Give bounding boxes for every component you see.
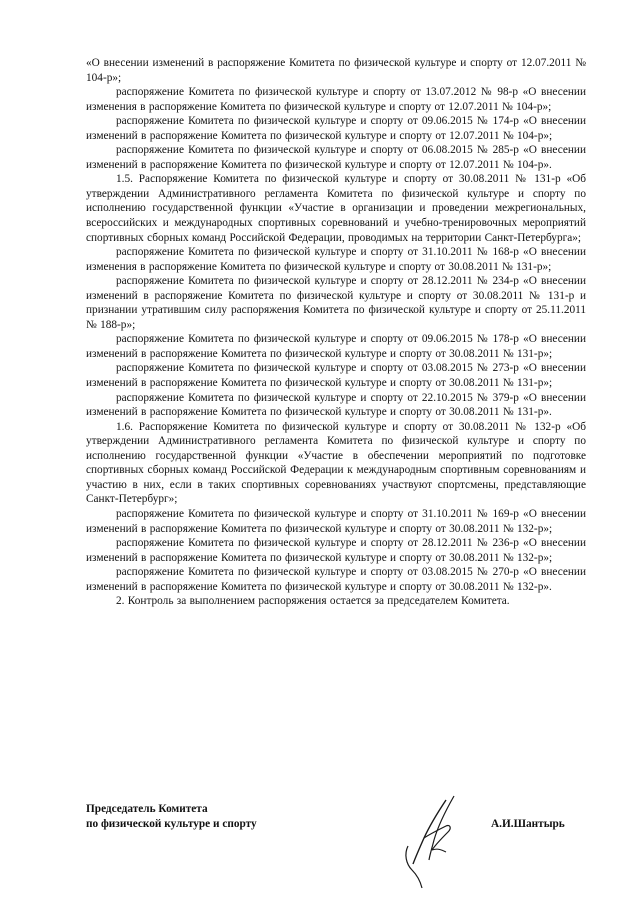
signatory-title-line-1: Председатель Комитета [86,803,208,815]
paragraph-14: 2. Контроль за выполнением распоряжения остается за председателем Комитета. [116,595,510,608]
document-body [86,56,586,609]
paragraph-4: 1.5. Распоряжение Комитета по физической культуре и спорту от 30.08.2011 № 131-р «Об утверждении Административного регламента Комитета по физической культуре и спорту по исполнению государственной функции «Участие в организации и проведении межрегиональных, всероссийских и международных спортивных соревнований и учебно-тренировочных мероприятий спортивных сборных команд Российской Федерации, проводимых на территории Санкт-Петербурга»; [86,173,586,244]
paragraph-3: распоряжение Комитета по физической культуре и спорту от 06.08.2015 № 285-р «О внесении изменений в распоряжение Комитета по физической культуре и спорту от 12.07.2011 № 104-р». [86,144,586,171]
paragraph-6: распоряжение Комитета по физической культуре и спорту от 28.12.2011 № 234-р «О внесении изменений в распоряжение Комитета по физической культуре и спорту от 30.08.2011 № 131-р и признании утратившим силу распоряжения Комитета по физической культуре и спорту от 25.11.2011 № 188-р»; [86,275,586,331]
paragraph-1: распоряжение Комитета по физической культуре и спорту от 13.07.2012 № 98-р «О внесении изменения в распоряжение Комитета по физической культуре и спорту от 12.07.2011 № 104-р»; [86,86,586,113]
signatory-title-line-2: по физической культуре и спорту [86,817,257,830]
paragraph-5: распоряжение Комитета по физической культуре и спорту от 31.10.2011 № 168-р «О внесении изменения в распоряжение Комитета по физической культуре и спорту от 30.08.2011 № 131-р»; [86,246,586,273]
paragraph-9: распоряжение Комитета по физической культуре и спорту от 22.10.2015 № 379-р «О внесении изменений в распоряжение Комитета по физической культуре и спорту от 30.08.2011 № 131-р». [86,391,586,419]
signatory-name: А.И.Шантырь [491,818,565,830]
paragraph-10: 1.6. Распоряжение Комитета по физической культуре и спорту от 30.08.2011 № 132-р «Об утверждении Административного регламента Комитета по физической культуре и спорту по исполнению государственной функции «Участие в обеспечении мероприятий по подготовке спортивных сборных команд Российской Федерации к международным спортивным соревнованиям и участию в них, если в таких спортивных соревнованиях участвуют спортсмены, представляющие Санкт-Петербург»; [86,420,586,506]
paragraph-8: распоряжение Комитета по физической культуре и спорту от 03.08.2015 № 273-р «О внесении изменений в распоряжение Комитета по физической культуре и спорту от 30.08.2011 № 131-р»; [86,362,586,390]
handwritten-signature [380,790,480,890]
paragraph-7: распоряжение Комитета по физической культуре и спорту от 09.06.2015 № 178-р «О внесении изменений в распоряжение Комитета по физической культуре и спорту от 30.08.2011 № 131-р»; [86,333,586,360]
paragraph-11: распоряжение Комитета по физической культуре и спорту от 31.10.2011 № 169-р «О внесении изменений в распоряжение Комитета по физической культуре и спорту от 30.08.2011 № 132-р»; [86,507,586,535]
paragraph-2: распоряжение Комитета по физической культуре и спорту от 09.06.2015 № 174-р «О внесении изменений в распоряжение Комитета по физической культуре и спорту от 12.07.2011 № 104-р»; [86,115,586,142]
paragraph-13: распоряжение Комитета по физической культуре и спорту от 03.08.2015 № 270-р «О внесении изменений в распоряжение Комитета по физической культуре и спорту от 30.08.2011 № 132-р». [86,566,586,593]
paragraph-12: распоряжение Комитета по физической культуре и спорту от 28.12.2011 № 236-р «О внесении изменений в распоряжение Комитета по физической культуре и спорту от 30.08.2011 № 132-р»; [86,537,586,564]
paragraph-0: «О внесении изменений в распоряжение Комитета по физической культуре и спорту от 12.07.2011 № 104-р»; [86,57,586,84]
